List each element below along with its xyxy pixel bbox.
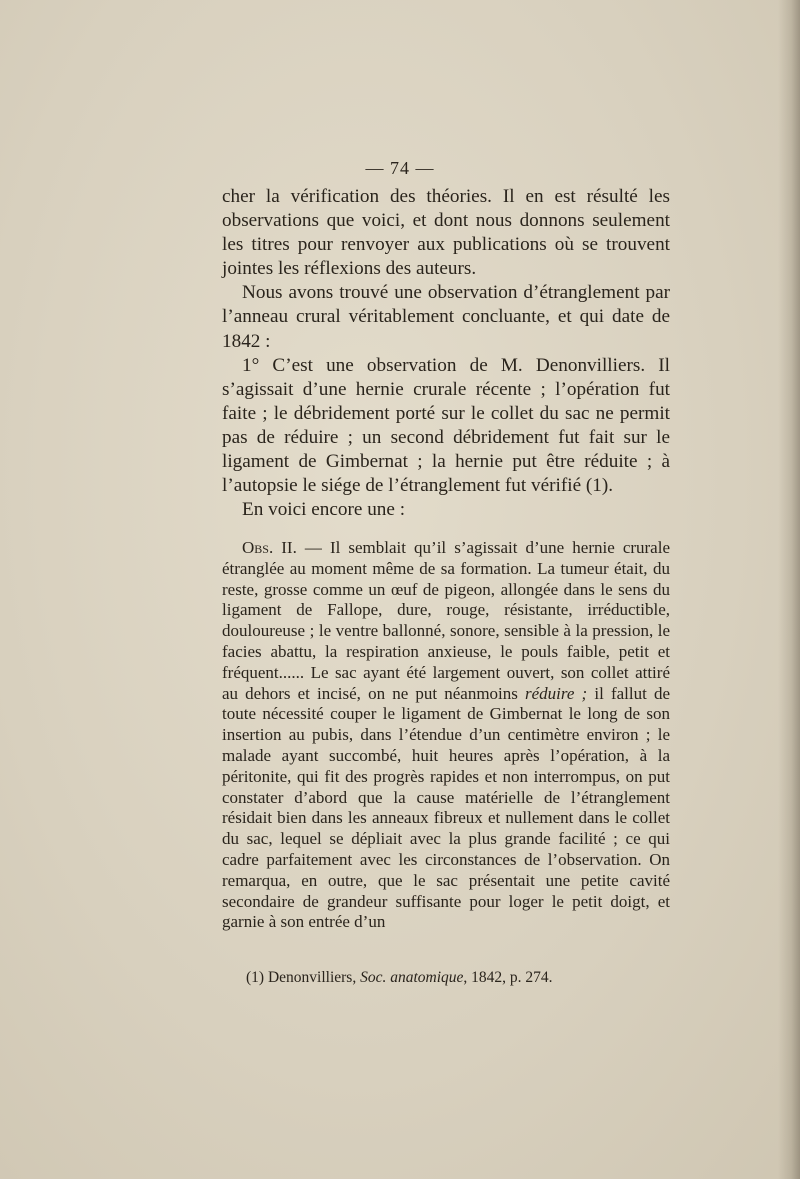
observation-text-2: il fallut de toute nécessité couper le ligament de Gimbernat le long de son insertion au pubis, dans l’étendue d’un centimètre environ ; le malade ayant succombé, huit heures après l’opération, à la péritonite, qui fit des progrès rapides et non interrompus, on put constater d’abord que la cause matérielle de l’étranglement résidait bien dans les anneaux fibreux et nullement dans le collet du sac, lequel se dépliait avec la plus grande facilité ; ce qui cadre parfaitement avec les circonstances de l’observation. On remarqua, en outre, que le sac présentait une petite cavité secondaire de grandeur suffisante pour loger le petit doigt, et garnie à son entrée d’un [222,683,670,932]
observation-text-1: — Il semblait qu’il s’agissait d’une hernie crurale étranglée au moment même de sa formation. La tumeur était, du reste, grosse comme un œuf de pigeon, allongée dans le sens du ligament de Fallope, dure, rouge, résistante, irréductible, douloureuse ; le ventre ballonné, sonore, sensible à la pression, le facies abattu, la respiration anxieuse, le pouls faible, petit et fréquent...... Le sac ayant été largement ouvert, son collet attiré au dehors et incisé, on ne put néanmoins [222,538,670,703]
observation-block [222,538,670,933]
footnote-author: (1) Denonvilliers, [246,969,361,986]
paragraph-1: cher la vérification des théories. Il en est résulté les observations que voici, et dont nous donnons seulement les titres pour renvoyer aux publications où se trouvent jointes les réflexions des auteurs. [222,186,670,280]
footnote-ref: , 1842, p. 274. [463,969,553,986]
observation-italic: réduire ; [525,683,588,703]
page-number: — 74 — [365,158,435,178]
paragraph-3: 1° C’est une observation de M. Denonvilliers. Il s’agissait d’une hernie crurale récente ; l’opération fut faite ; le débridement porté sur le collet du sac ne permit pas de réduire ; un second débridement fut fait sur le ligament de Gimbernat ; la hernie put être réduite ; à l’autopsie le siége de l’étranglement fut vérifié (1). [222,354,670,497]
paragraph-4: En voici encore une : [242,499,406,521]
footnote-journal: Soc. anatomique [360,969,464,986]
observation-label: Obs. II. [242,538,297,557]
paragraph-2: Nous avons trouvé une observation d’étranglement par l’anneau crural véritablement concluante, et qui date de 1842 : [222,282,670,352]
main-text [222,185,670,522]
footnote [246,968,666,988]
observation-paragraph [222,538,670,933]
